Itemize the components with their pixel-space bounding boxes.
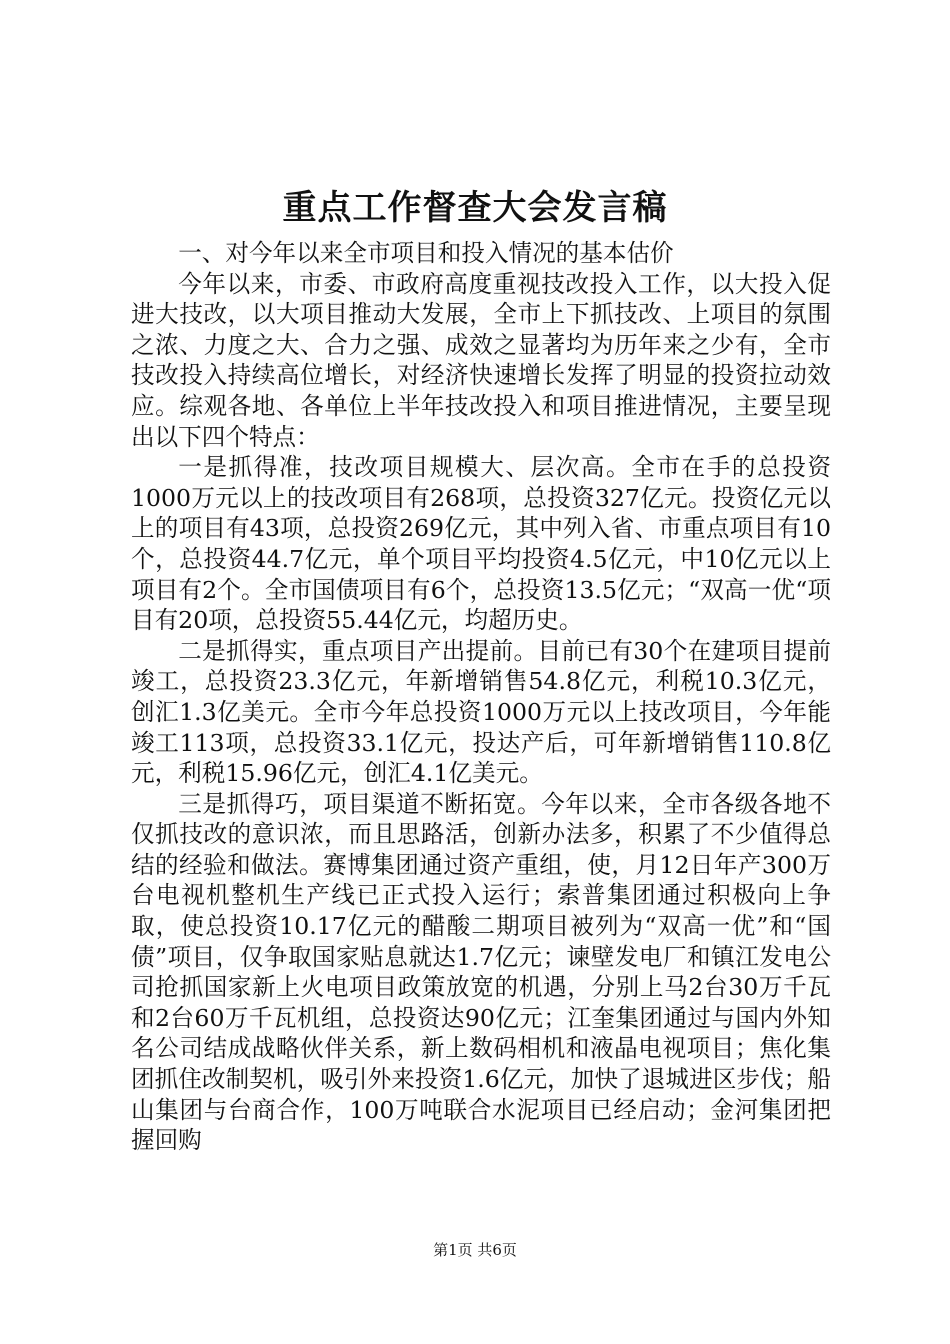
body-paragraph: 一是抓得准，技改项目规模大、层次高。全市在手的总投资1000万元以上的技改项目有268项，总投资327亿元。投资亿元以上的项目有43项，总投资269亿元，其中列入省、市重点项目有10个，总投资44.7亿元，单个项目平均投资4.5亿元，中10亿元以上项目有2个。全市国债项目有6个，总投资13.5亿元；“双高一优“项目有20项，总投资55.44亿元，均超历史。 [131, 453, 831, 635]
section-heading: 一、对今年以来全市项目和投入情况的基本估价 [178, 239, 674, 267]
body-paragraph: 今年以来，市委、市政府高度重视技改投入工作，以大投入促进大技改，以大项目推动大发展，全市上下抓技改、上项目的氛围之浓、力度之大、合力之强、成效之显著均为历年来之少有，全市技改投入持续高位增长，对经济快速增长发挥了明显的投资拉动效应。综观各地、各单位上半年技改投入和项目推进情况，主要呈现出以下四个特点： [131, 269, 831, 451]
document-body [131, 238, 831, 1156]
body-paragraph: 三是抓得巧，项目渠道不断拓宽。今年以来，全市各级各地不仅抓技改的意识浓，而且思路活，创新办法多，积累了不少值得总结的经验和做法。赛博集团通过资产重组，使，月12日年产300万台电视机整机生产线已正式投入运行；索普集团通过积极向上争取，使总投资10.17亿元的醋酸二期项目被列为“双高一优”和“国债”项目，仅争取国家贴息就达1.7亿元；谏壁发电厂和镇江发电公司抢抓国家新上火电项目政策放宽的机遇，分别上马2台30万千瓦和2台60万千瓦机组，总投资达90亿元；江奎集团通过与国内外知名公司结成战略伙伴关系，新上数码相机和液晶电视项目；焦化集团抓住改制契机，吸引外来投资1.6亿元，加快了退城进区步伐；船山集团与台商合作，100万吨联合水泥项目已经启动；金河集团把握回购 [131, 789, 831, 1155]
body-paragraph: 二是抓得实，重点项目产出提前。目前已有30个在建项目提前竣工，总投资23.3亿元，年新增销售54.8亿元，利税10.3亿元，创汇1.3亿美元。全市今年总投资1000万元以上技改项目，今年能竣工113项，总投资33.1亿元，投达产后，可年新增销售110.8亿元，利税15.96亿元，创汇4.1亿美元。 [131, 636, 831, 788]
document-title: 重点工作督查大会发言稿 [282, 188, 668, 228]
page-number-footer: 第1页 共6页 [433, 1241, 517, 1259]
